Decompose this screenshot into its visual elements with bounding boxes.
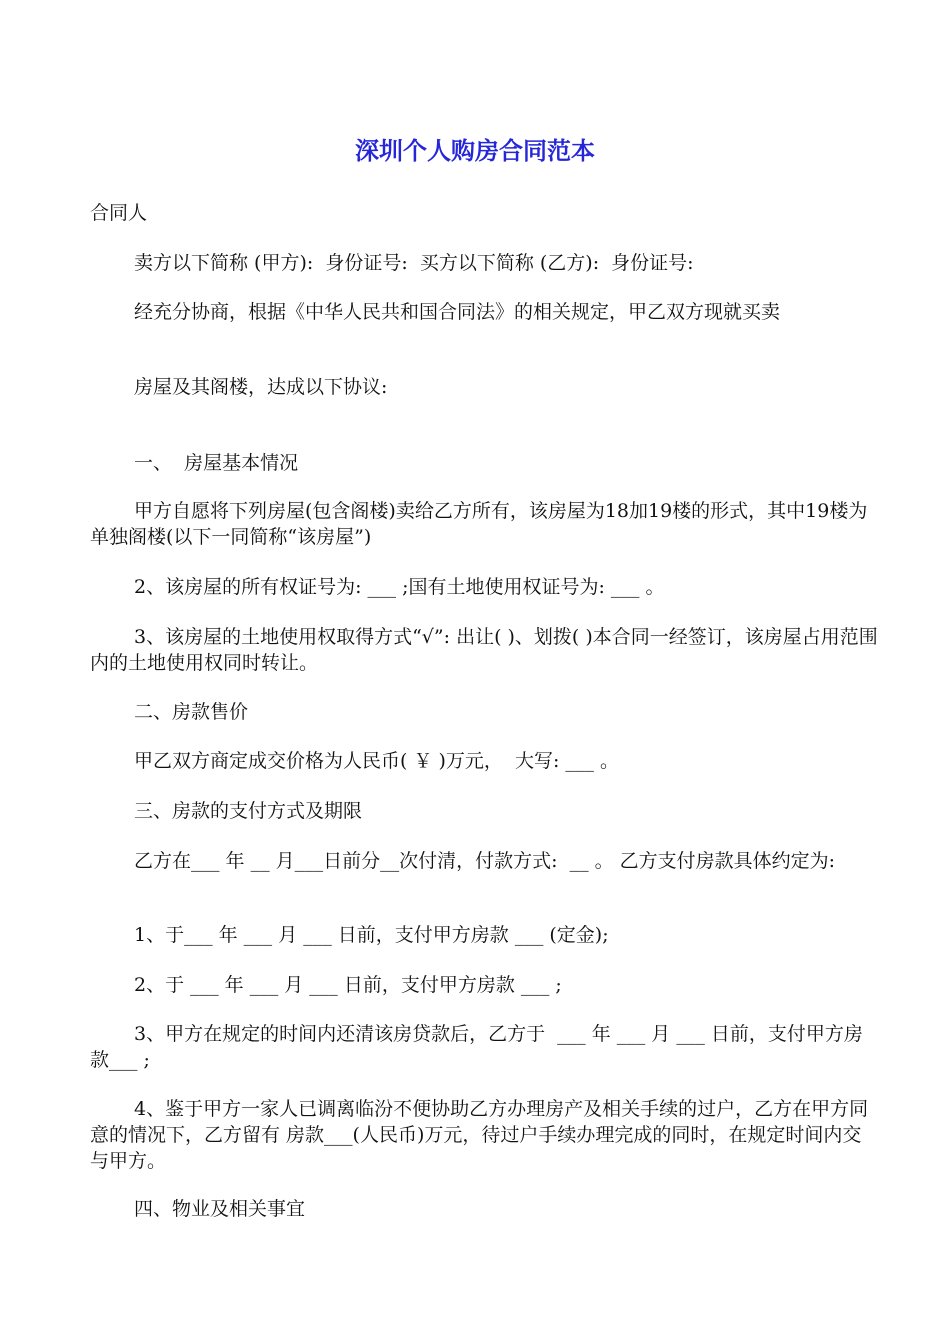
paragraph-seller-buyer: 卖方以下简称 (甲方): 身份证号: 买方以下简称 (乙方): 身份证号:	[134, 252, 694, 274]
paragraph-payment-terms: 乙方在___ 年 __ 月___日前分__次付清，付款方式: __ 。 乙方支付房款具体约定为:	[134, 850, 836, 872]
section-heading-3: 三、房款的支付方式及期限	[134, 800, 363, 822]
paragraph-payment-4: 4、鉴于甲方一家人已调离临汾不便协助乙方办理房产及相关手续的过户，乙方在甲方同意的情况下，乙方留有 房款___(人民币)万元，待过户手续办理完成的同时，在规定时间内交与甲方。	[90, 1098, 869, 1172]
paragraph-payment-1: 1、于___ 年 ___ 月 ___ 日前，支付甲方房款 ___ (定金);	[134, 924, 609, 946]
paragraph-negotiation: 经充分协商，根据《中华人民共和国合同法》的相关规定，甲乙双方现就买卖	[134, 301, 781, 323]
paragraph-certificate-numbers: 2、该房屋的所有权证号为: ___ ;国有土地使用权证号为: ___ 。	[134, 576, 665, 598]
paragraph-price: 甲乙双方商定成交价格为人民币( ￥ )万元， 大写: ___ 。	[134, 750, 619, 772]
section-heading-1: 一、 房屋基本情况	[134, 452, 299, 474]
section-heading-4: 四、物业及相关事宜	[134, 1198, 306, 1220]
section-heading-2: 二、房款售价	[134, 701, 249, 723]
paragraph-land-use-right: 3、该房屋的土地使用权取得方式“√”: 出让( )、划拨( )本合同一经签订，该房屋占用范围内的土地使用权同时转让。	[90, 626, 878, 674]
paragraph-agreement-intro: 房屋及其阁楼，达成以下协议:	[134, 376, 388, 398]
paragraph-house-description: 甲方自愿将下列房屋(包含阁楼)卖给乙方所有，该房屋为18加19楼的形式，其中19楼为单独阁楼(以下一同简称“该房屋”)	[90, 500, 868, 548]
paragraph-payment-2: 2、于 ___ 年 ___ 月 ___ 日前，支付甲方房款 ___ ;	[134, 974, 562, 996]
paragraph-contract-parties: 合同人	[90, 202, 148, 224]
document-title: 深圳个人购房合同范本	[355, 137, 595, 165]
paragraph-payment-3: 3、甲方在规定的时间内还清该房贷款后，乙方于 ___ 年 ___ 月 ___ 日前，支付甲方房款___ ;	[90, 1023, 863, 1071]
